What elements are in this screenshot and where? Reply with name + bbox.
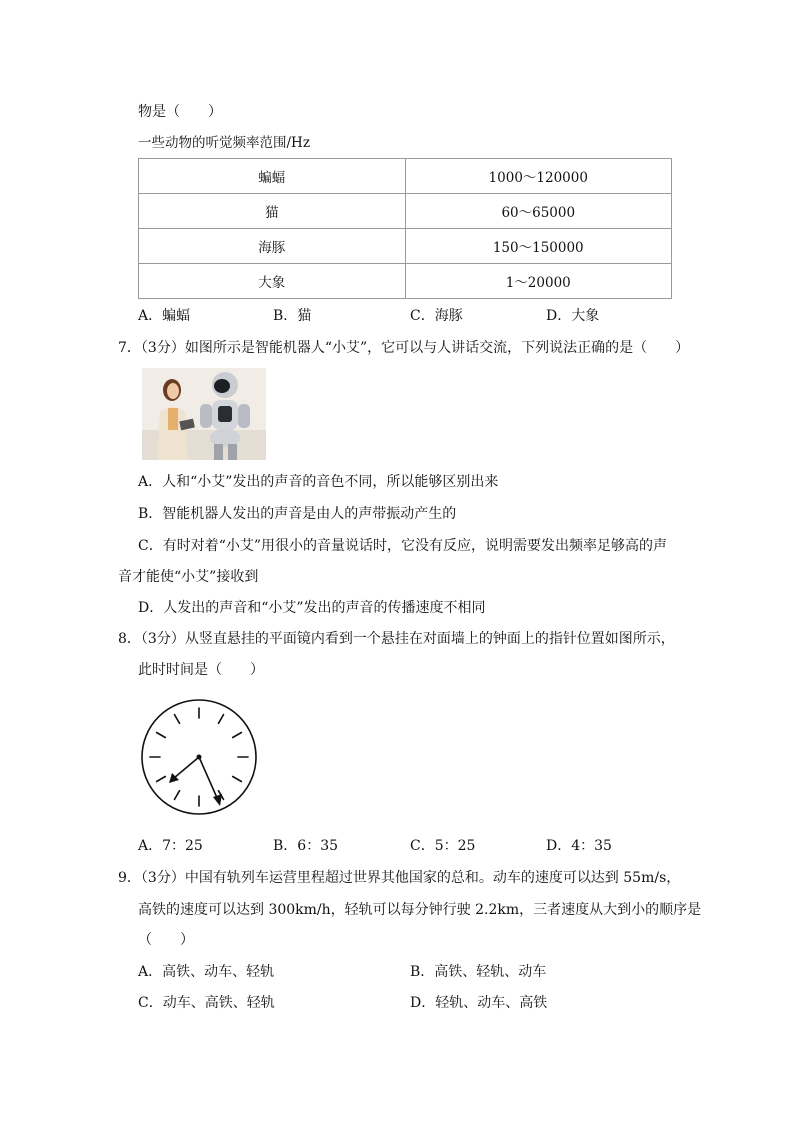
table-cell-range: 150～150000	[405, 229, 672, 264]
robot-photo	[142, 368, 266, 460]
q6-option-c[interactable]: C．海豚	[410, 308, 463, 324]
table-cell-animal: 大象	[139, 264, 406, 299]
table-cell-animal: 猫	[139, 194, 406, 229]
q8-option-c[interactable]: C．5：25	[410, 838, 476, 854]
q8-option-a[interactable]: A．7：25	[138, 838, 203, 854]
q8-option-b[interactable]: B．6：35	[273, 838, 339, 854]
q6-table-caption: 一些动物的听觉频率范围/Hz	[138, 135, 310, 151]
q7-option-d[interactable]: D．人发出的声音和“小艾”发出的声音的传播速度不相同	[138, 600, 486, 616]
q7-option-c-line1[interactable]: C．有时对着“小艾”用很小的音量说话时，它没有反应，说明需要发出频率足够高的声	[138, 538, 668, 554]
table-row	[139, 229, 672, 264]
table-row	[139, 264, 672, 299]
q7-option-b[interactable]: B．智能机器人发出的声音是由人的声带振动产生的	[138, 506, 457, 522]
q9-stem-line3: （ ）	[138, 932, 194, 948]
robot-and-woman-illustration	[142, 368, 266, 460]
q8-option-d[interactable]: D．4：35	[546, 838, 612, 854]
q7-option-a[interactable]: A．人和“小艾”发出的声音的音色不同，所以能够区别出来	[138, 474, 499, 490]
q6-option-b[interactable]: B．猫	[273, 308, 312, 324]
q9-stem-line1: 9．（3分）中国有轨列车运营里程超过世界其他国家的总和。动车的速度可以达到 55m/s，	[118, 870, 681, 886]
q8-stem-line2: 此时时间是（ ）	[138, 662, 264, 678]
hearing-frequency-table	[138, 158, 672, 299]
q6-option-a[interactable]: A．蝙蝠	[138, 308, 191, 324]
table-cell-animal: 海豚	[139, 229, 406, 264]
q9-stem-line2: 高铁的速度可以达到 300km/h，轻轨可以每分钟行驶 2.2km，三者速度从大到小的顺序是	[138, 902, 702, 918]
table-cell-range: 1～20000	[405, 264, 672, 299]
q7-stem: 7．（3分）如图所示是智能机器人“小艾”，它可以与人讲话交流，下列说法正确的是（ ）	[118, 340, 690, 356]
q8-stem-line1: 8．（3分）从竖直悬挂的平面镜内看到一个悬挂在对面墙上的钟面上的指针位置如图所示，	[118, 631, 675, 647]
q9-option-d[interactable]: D．轻轨、动车、高铁	[410, 995, 548, 1011]
table-cell-range: 60～65000	[405, 194, 672, 229]
table-cell-range: 1000～120000	[405, 159, 672, 194]
q9-option-c[interactable]: C．动车、高铁、轻轨	[138, 995, 275, 1011]
q7-option-c-line2: 音才能使“小艾”接收到	[118, 569, 259, 585]
q6-option-d[interactable]: D．大象	[546, 308, 600, 324]
mirrored-clock-face	[138, 696, 260, 818]
table-cell-animal: 蝙蝠	[139, 159, 406, 194]
table-row	[139, 194, 672, 229]
table-row	[139, 159, 672, 194]
q6-stem-tail: 物是（ ）	[138, 104, 222, 120]
q9-option-b[interactable]: B．高铁、轻轨、动车	[410, 964, 547, 980]
q9-option-a[interactable]: A．高铁、动车、轻轨	[138, 964, 275, 980]
